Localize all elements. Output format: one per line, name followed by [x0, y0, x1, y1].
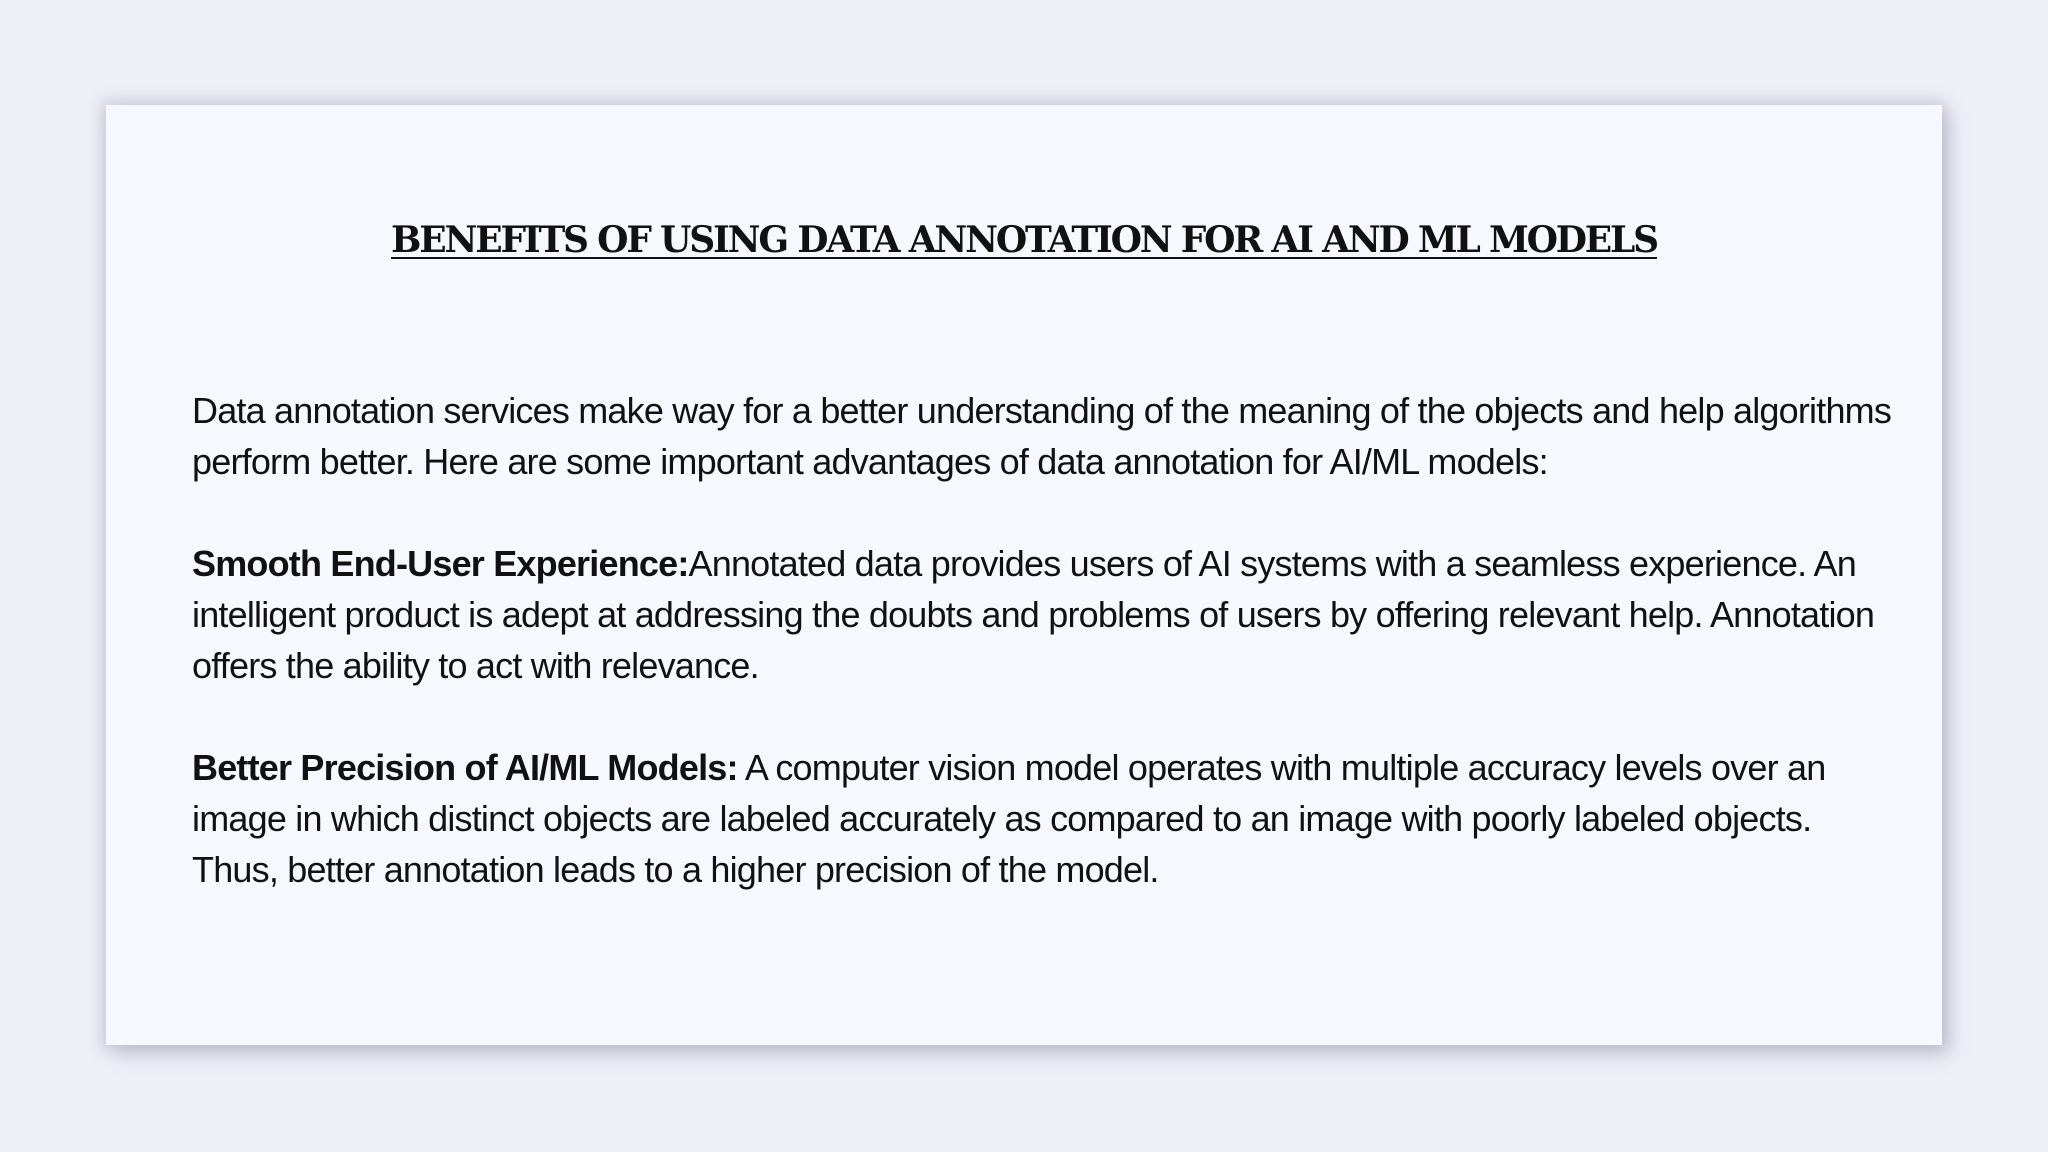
benefit-text: A computer vision model operates with multiple accuracy levels over an image in which distinct objects are labeled accurately as compared to an image with poorly labeled objects. Thus, better annotation leads to a higher precision of the model.: [192, 747, 1826, 890]
slide-title: BENEFITS OF USING DATA ANNOTATION FOR AI AND ML MODELS: [391, 219, 1657, 261]
slide: [106, 105, 1942, 1045]
benefit-paragraph-smooth-experience: [192, 538, 1892, 691]
benefit-paragraph-better-precision: [192, 742, 1892, 895]
benefit-heading: Better Precision of AI/ML Models:: [192, 747, 738, 788]
slide-body: [192, 385, 1892, 946]
benefit-text: Annotated data provides users of AI systems with a seamless experience. An intelligent product is adept at addressing the doubts and problems of users by offering relevant help. Annotation offers the ability to act with relevance.: [192, 543, 1875, 686]
benefit-heading: Smooth End-User Experience:: [192, 543, 689, 584]
intro-paragraph: Data annotation services make way for a better understanding of the meaning of the objects and help algorithms perform better. Here are some important advantages of data annotation for AI/ML models:: [192, 390, 1892, 482]
